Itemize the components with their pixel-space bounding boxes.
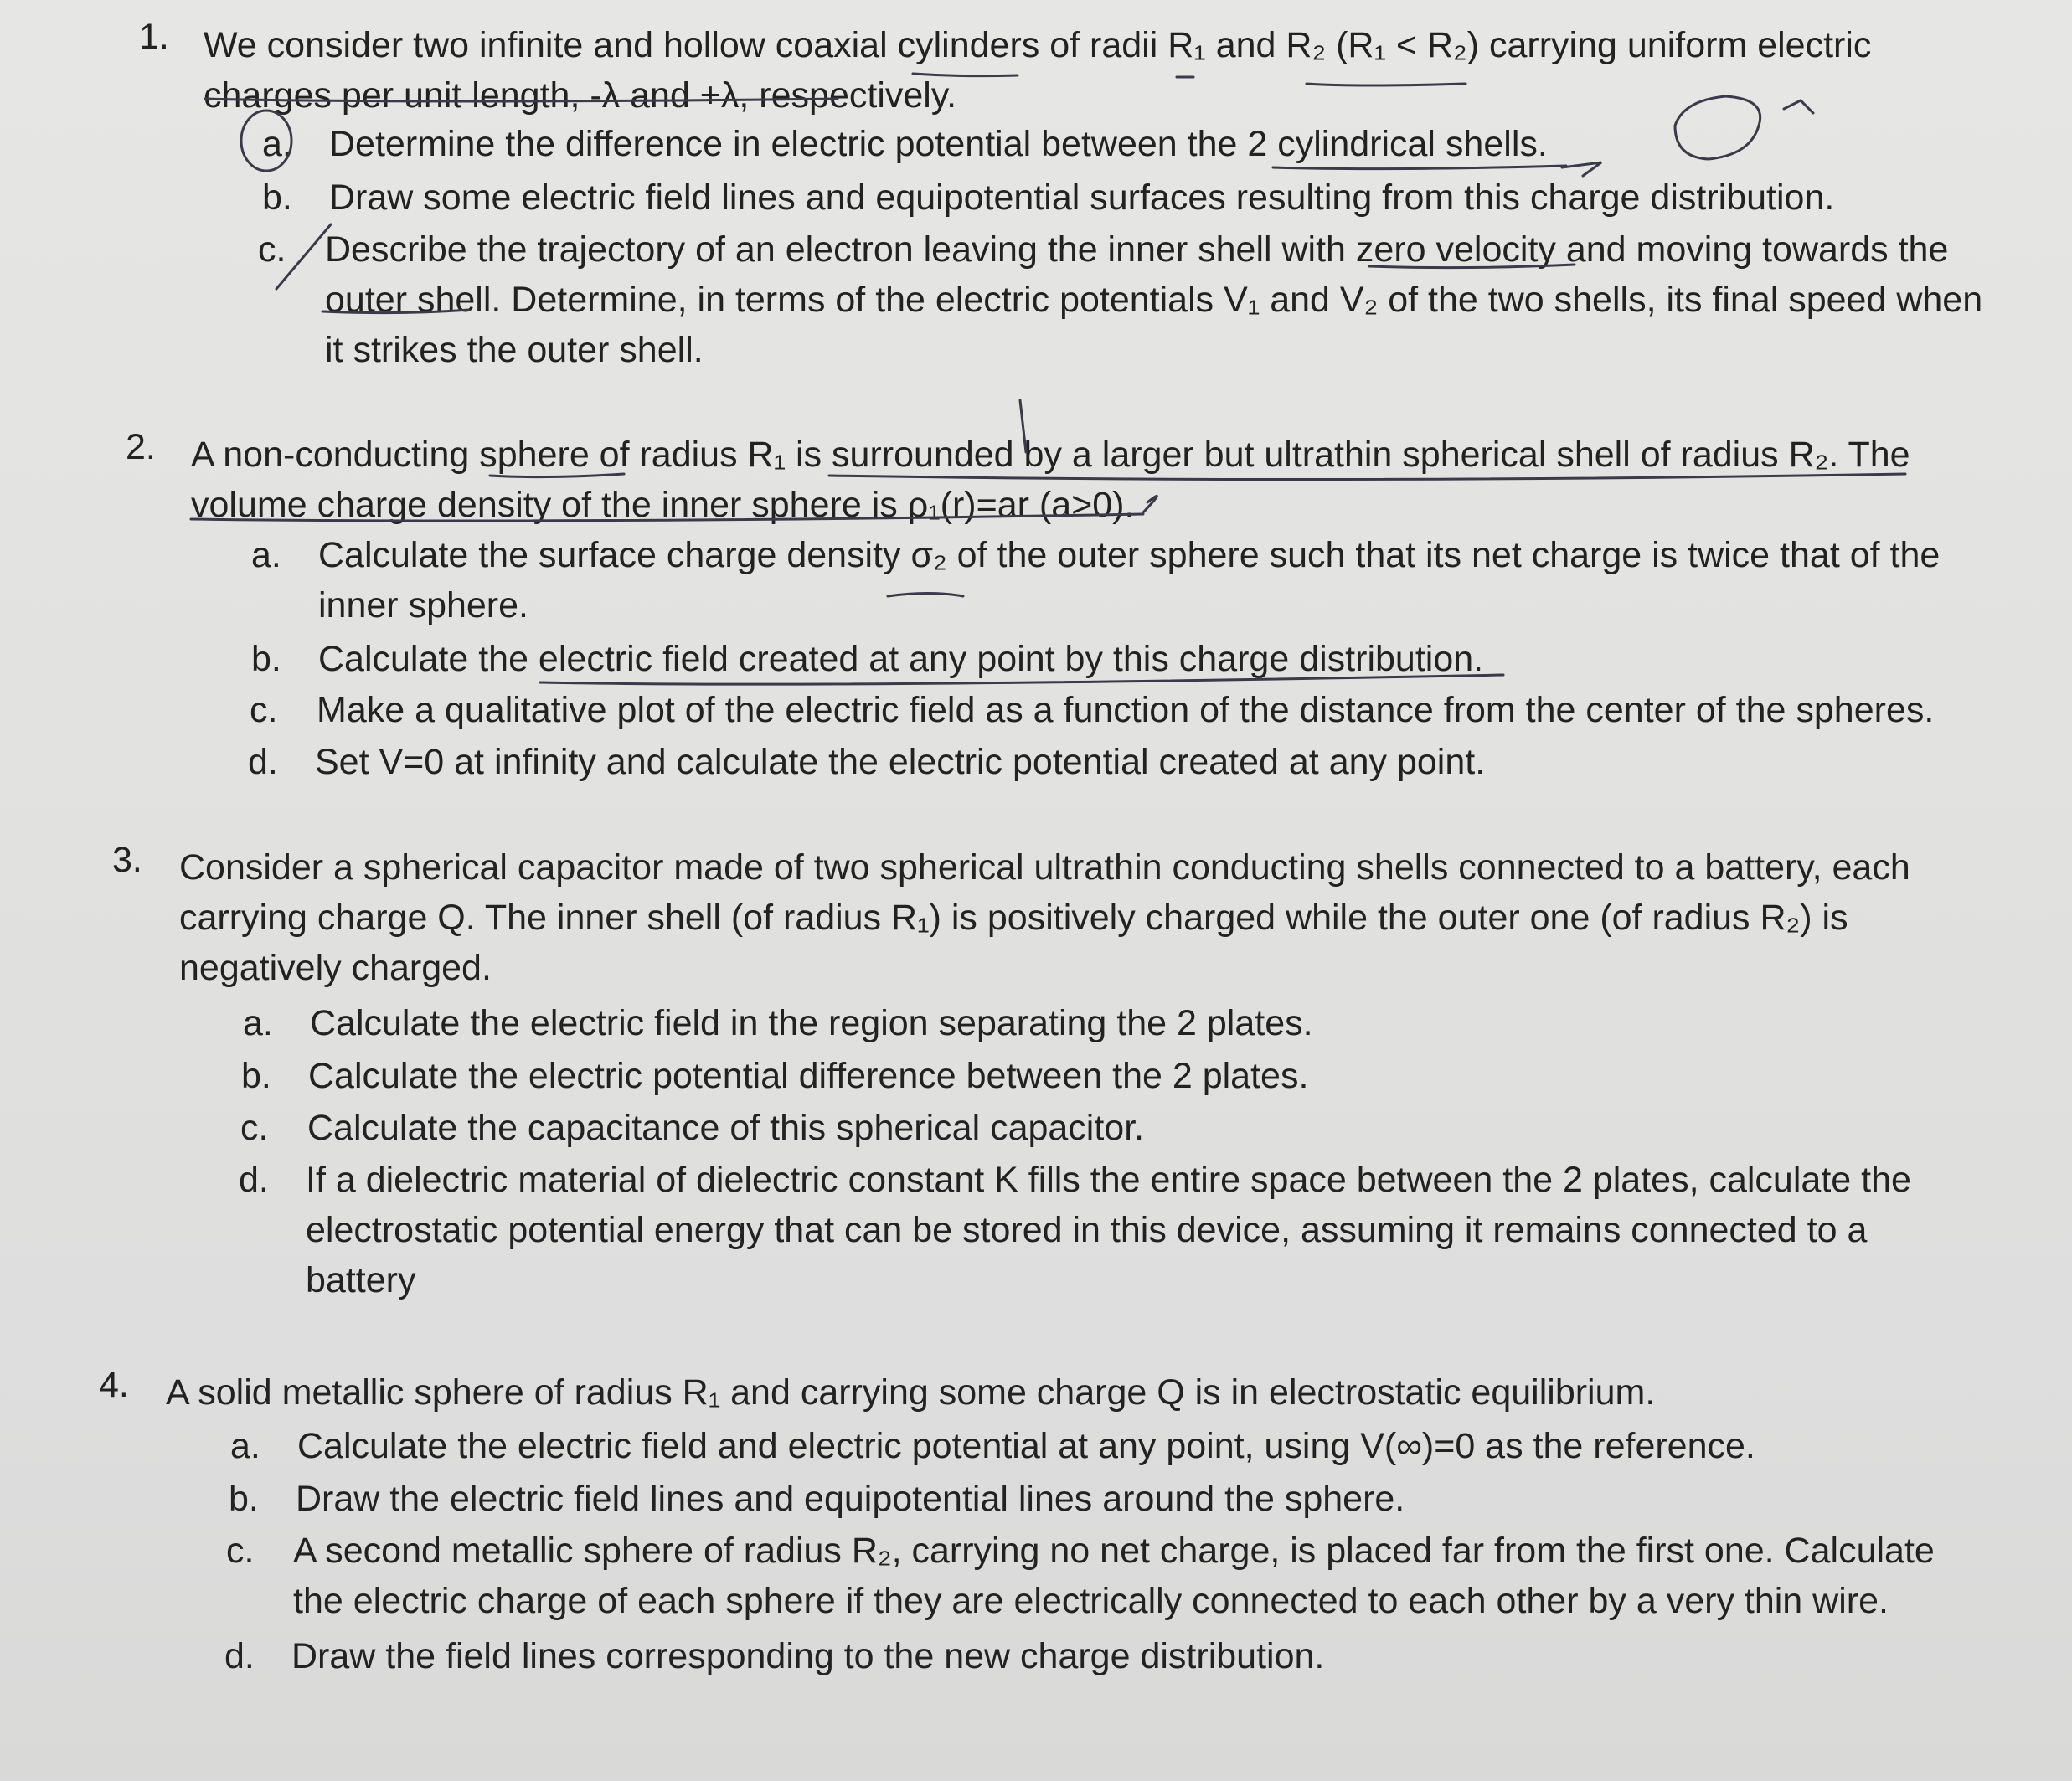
part-letter: a.	[262, 124, 292, 164]
part-letter: b.	[241, 1056, 271, 1096]
part-text: Draw the electric field lines and equipotential lines around the sphere.	[296, 1479, 1405, 1519]
part-text: Describe the trajectory of an electron leaving the inner shell with zero velocity and moving towards the outer shell. Determine, in terms of the electric potentials V₁ and V₂ of the two shells, its final speed when it strikes the outer shell.	[325, 229, 1983, 370]
part-text: If a dielectric material of dielectric constant K fills the entire space between the 2 plates, calculate the electrostatic potential energy that can be stored in this device, assuming it remains connected to a battery	[306, 1160, 1911, 1300]
problem-number: 1.	[139, 17, 169, 57]
part-4a	[230, 1421, 1972, 1471]
problem-stem: We consider two infinite and hollow coaxial cylinders of radii R₁ and R₂ (R₁ < R₂) carrying uniform electric charges per unit length, -λ and +λ, respectively.	[204, 25, 1872, 116]
part-letter: a.	[243, 1003, 273, 1043]
part-1c	[258, 224, 1996, 375]
part-letter: a.	[251, 535, 281, 575]
problem-stem: A non-conducting sphere of radius R₁ is surrounded by a larger but ultrathin spherical shell of radius R₂. The volume charge density of the inner sphere is ρ₁(r)=ar (a>0).	[191, 435, 1910, 525]
part-1a	[262, 119, 1996, 169]
part-3a	[243, 998, 1977, 1048]
part-letter: d.	[224, 1636, 255, 1676]
part-2c	[250, 685, 1992, 735]
part-letter: b.	[262, 178, 292, 218]
part-text: Draw some electric field lines and equipotential surfaces resulting from this charge distribution.	[329, 178, 1835, 218]
part-3b	[241, 1051, 1975, 1101]
part-letter: c.	[250, 690, 278, 730]
part-3c	[240, 1103, 1974, 1153]
part-letter: b.	[229, 1479, 259, 1519]
part-2a	[251, 530, 1989, 631]
problem-number: 2.	[126, 427, 156, 467]
problem-stem: Consider a spherical capacitor made of two spherical ultrathin conducting shells connected to a battery, each carrying charge Q. The inner shell (of radius R₁) is positively charged while the outer one (of radius R₂) is negatively charged.	[179, 847, 1910, 988]
part-text: Set V=0 at infinity and calculate the electric potential created at any point.	[315, 742, 1486, 782]
part-2b	[251, 634, 1989, 684]
problem-number: 3.	[112, 840, 142, 880]
part-4d	[224, 1631, 1975, 1681]
part-text: Calculate the capacitance of this spherical capacitor.	[307, 1108, 1145, 1148]
part-letter: d.	[239, 1160, 269, 1200]
part-text: Calculate the electric field and electric potential at any point, using V(∞)=0 as the reference.	[297, 1426, 1755, 1466]
part-text: Calculate the electric field created at any point by this charge distribution.	[318, 639, 1484, 679]
part-2d	[248, 737, 1990, 787]
part-text: Calculate the surface charge density σ₂ of the outer sphere such that its net charge is twice that of the inner sphere.	[318, 535, 1941, 625]
part-letter: c.	[240, 1108, 269, 1148]
part-text: A second metallic sphere of radius R₂, carrying no net charge, is placed far from the first one. Calculate the electric charge of each sphere if they are electrically connected to each other by a very thin wire.	[293, 1531, 1935, 1621]
part-text: Make a qualitative plot of the electric field as a function of the distance from the center of the spheres.	[317, 690, 1935, 730]
part-3d	[239, 1155, 1972, 1305]
part-text: Calculate the electric potential difference between the 2 plates.	[308, 1056, 1309, 1096]
part-letter: c.	[226, 1531, 255, 1571]
part-1b	[262, 172, 1996, 223]
part-letter: d.	[248, 742, 278, 782]
problem-number: 4.	[99, 1365, 129, 1405]
part-letter: c.	[258, 229, 286, 270]
part-text: Draw the field lines corresponding to the new charge distribution.	[291, 1636, 1325, 1676]
part-4b	[229, 1474, 1971, 1524]
part-text: Determine the difference in electric potential between the 2 cylindrical shells.	[329, 124, 1548, 164]
part-4c	[226, 1526, 1977, 1626]
problem-stem: A solid metallic sphere of radius R₁ and carrying some charge Q is in electrostatic equilibrium.	[166, 1372, 1656, 1413]
part-letter: b.	[251, 639, 281, 679]
part-letter: a.	[230, 1426, 260, 1466]
part-text: Calculate the electric field in the region separating the 2 plates.	[310, 1003, 1313, 1043]
